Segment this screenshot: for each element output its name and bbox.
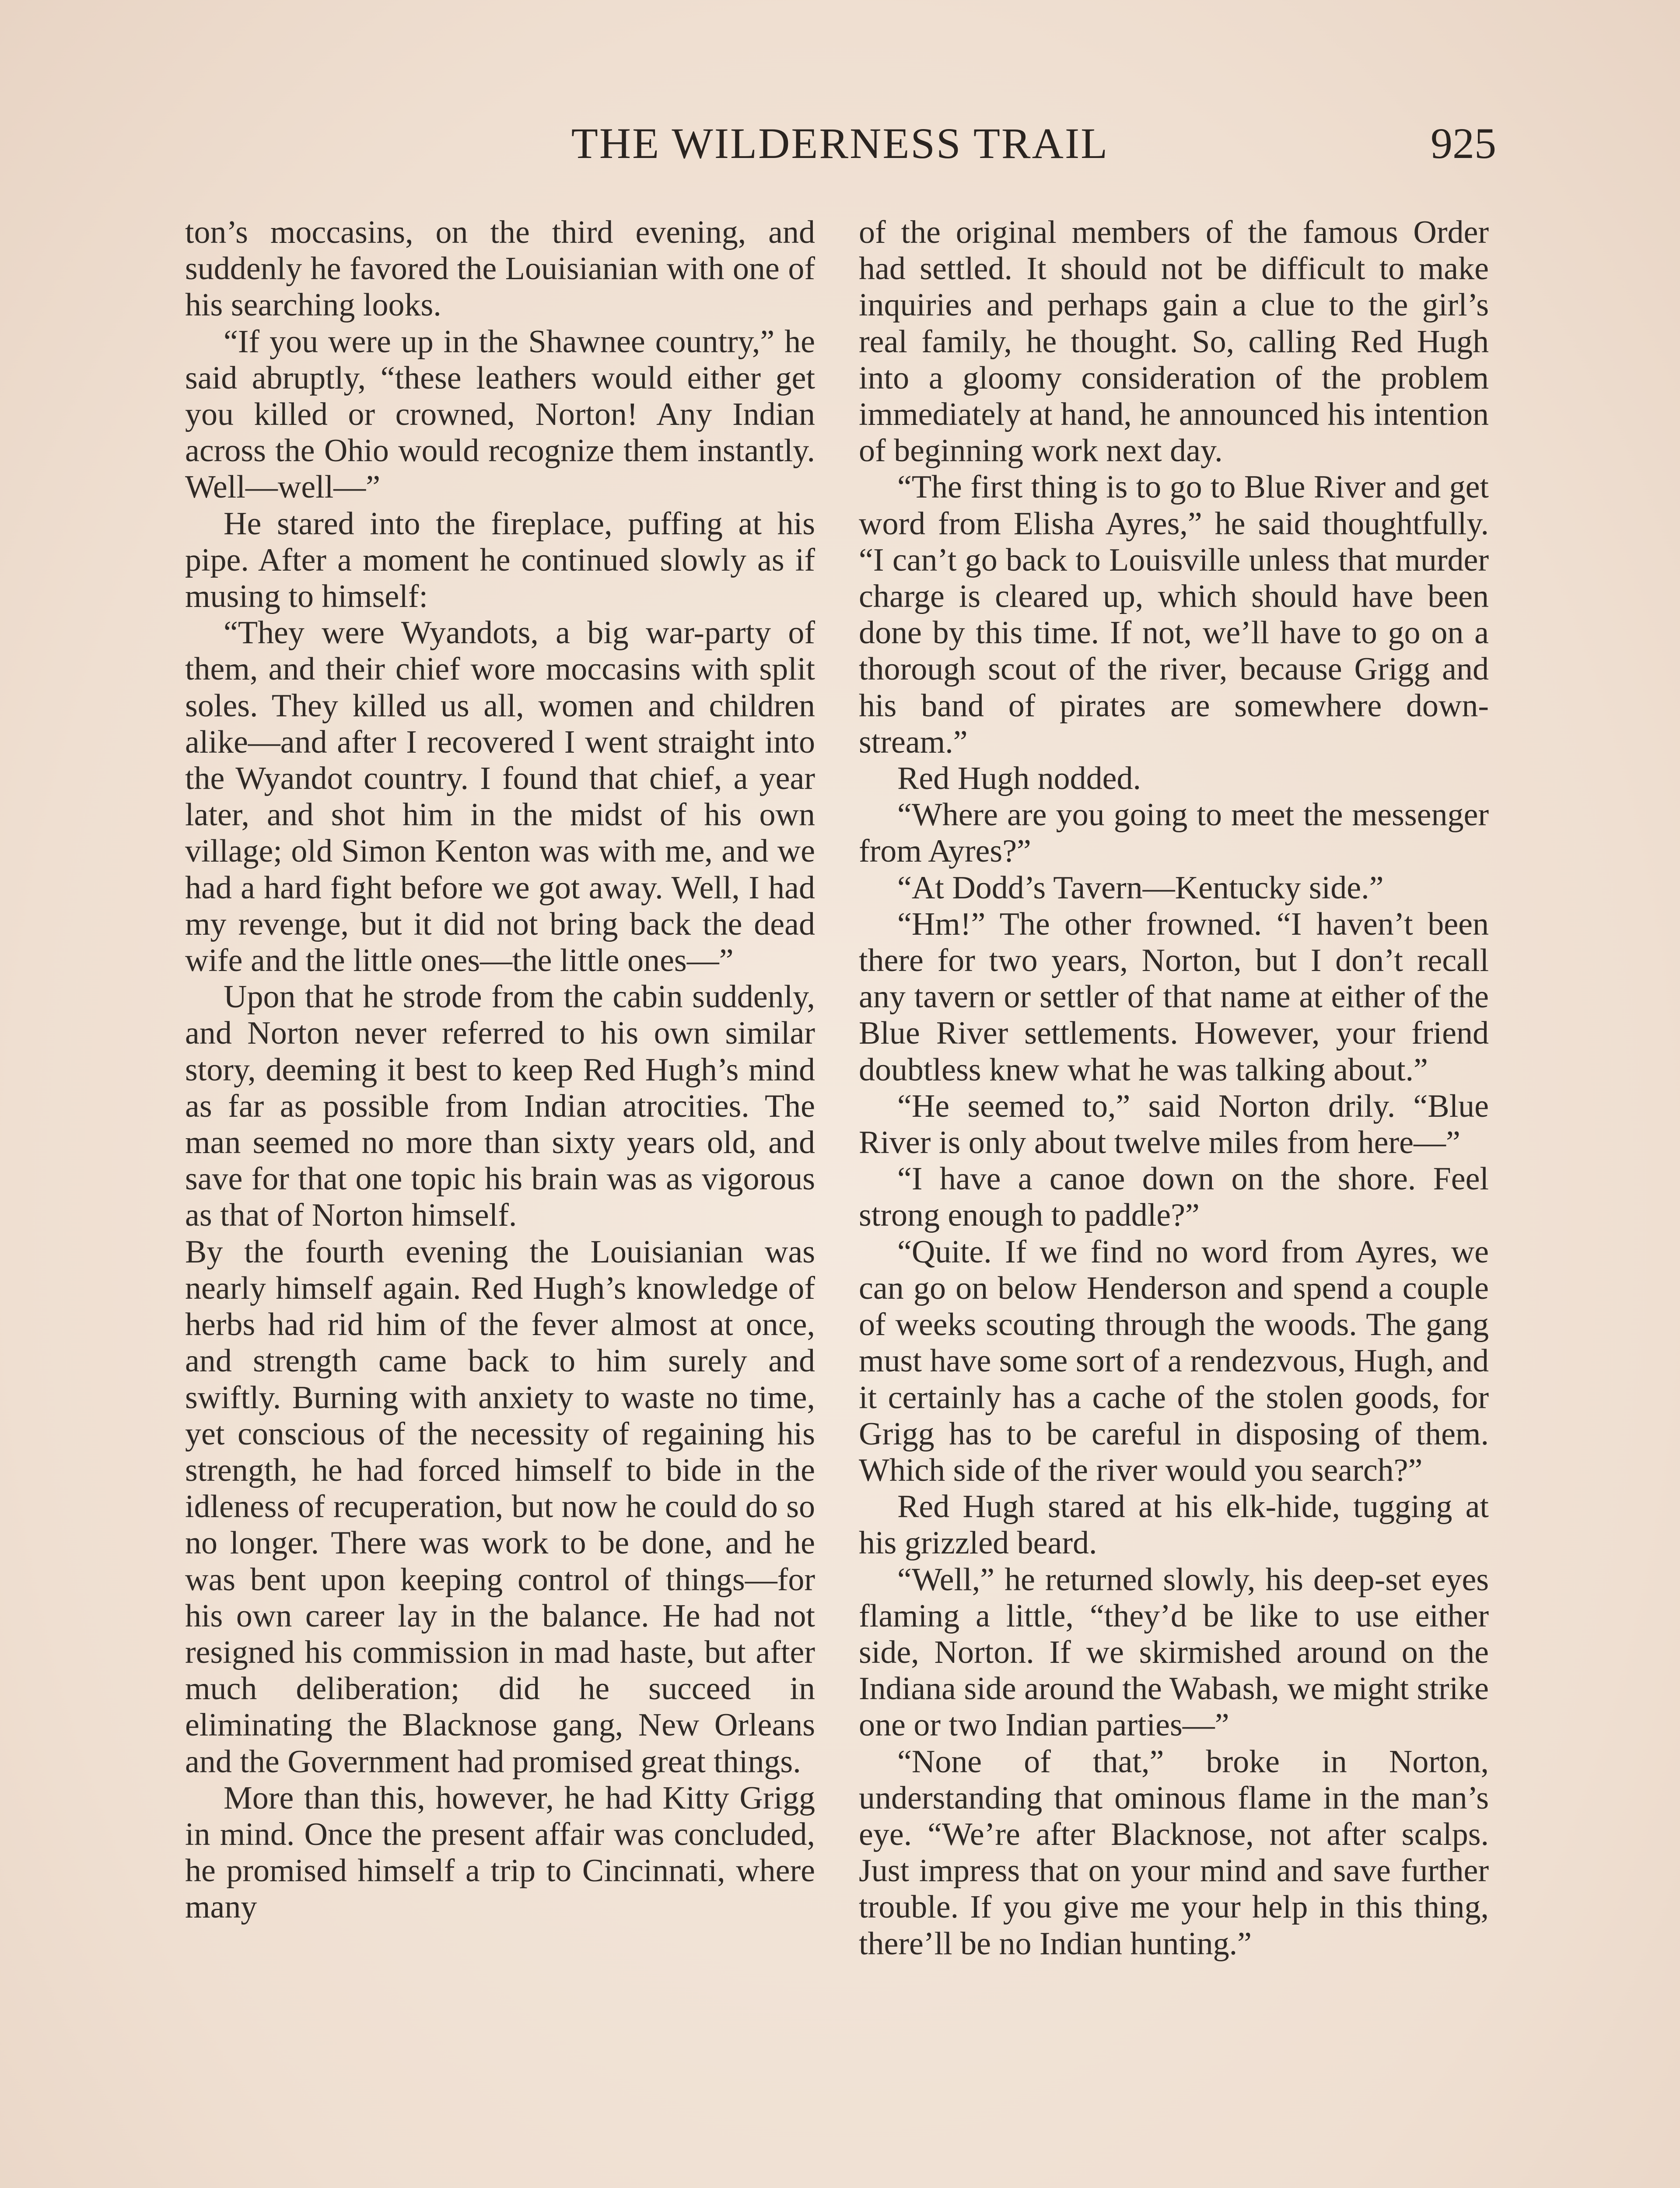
paragraph: “I have a canoe down on the shore. Feel strong enough to paddle?” [859, 1161, 1489, 1234]
paragraph: Upon that he strode from the cabin suddenly, and Norton never referred to his own similar story, deeming it best to keep Red Hugh’s mind as far as possible from Indian atrocities. The man seemed no more than sixty years old, and save for that one topic his brain was as vigorous as that of Norton himself. [185, 979, 815, 1234]
paragraph: “Hm!” The other frowned. “I haven’t been there for two years, Norton, but I don’t recall any tavern or settler of that name at either of the Blue River settlements. However, your friend doubtless knew what he was talking about.” [859, 906, 1489, 1088]
paragraph: He stared into the fireplace, puffing at his pipe. After a moment he continued slowly as if musing to himself: [185, 505, 815, 615]
paragraph: Red Hugh stared at his elk-hide, tugging at his grizzled beard. [859, 1489, 1489, 1561]
paragraph: More than this, however, he had Kitty Grigg in mind. Once the present affair was concluded, he promised himself a trip to Cincinnati, where many [185, 1780, 815, 1925]
page-header [184, 118, 1496, 175]
paragraph: “At Dodd’s Tavern—Kentucky side.” [897, 870, 1384, 906]
paragraph: “If you were up in the Shawnee country,” he said abruptly, “these leathers would either get you killed or crowned, Norton! Any Indian across the Ohio would recognize them instantly. Well—well—” [185, 323, 815, 505]
page-number: 925 [1431, 119, 1496, 168]
paragraph: of the original members of the famous Order had settled. It should not be difficult to make inquiries and perhaps gain a clue to the girl’s real family, he thought. So, calling Red Hugh into a gloomy consideration of the problem immediately at hand, he announced his intention of beginning work next day. [859, 214, 1489, 469]
paragraph: “None of that,” broke in Norton, understanding that ominous flame in the man’s eye. “We’re after Blacknose, not after scalps. Just impress that on your mind and save further trouble. If you give me your help in this thing, there’ll be no Indian hunting.” [859, 1743, 1489, 1962]
paragraph: Red Hugh nodded. [897, 761, 1141, 797]
paragraph: ton’s moccasins, on the third evening, and suddenly he favored the Louisianian with one of his searching looks. [185, 214, 815, 323]
right-text-column [859, 214, 1489, 1962]
paragraph: “The first thing is to go to Blue River and get word from Elisha Ayres,” he said thoughtfully. “I can’t go back to Louisville unless that murder charge is cleared up, which should have been done by this time. If not, we’ll have to go on a thorough scout of the river, because Grigg and his band of pirates are somewhere down-stream.” [859, 469, 1489, 760]
paragraph: “Where are you going to meet the messenger from Ayres?” [859, 797, 1489, 870]
left-text-column [185, 214, 815, 1926]
paragraph: “He seemed to,” said Norton drily. “Blue River is only about twelve miles from here—” [859, 1088, 1489, 1161]
running-title: THE WILDERNESS TRAIL [571, 119, 1109, 168]
paragraph: By the fourth evening the Louisianian was nearly himself again. Red Hugh’s knowledge of herbs had rid him of the fever almost at once, and strength came back to him surely and swiftly. Burning with anxiety to waste no time, yet conscious of the necessity of regaining his strength, he had forced himself to bide in the idleness of recuperation, but now he could do so no longer. There was work to be done, and he was bent upon keeping control of things—for his own career lay in the balance. He had not resigned his commission in mad haste, but after much deliberation; did he succeed in eliminating the Blacknose gang, New Orleans and the Government had promised great things. [185, 1234, 815, 1780]
paragraph: “Well,” he returned slowly, his deep-set eyes flaming a little, “they’d be like to use either side, Norton. If we skirmished around on the Indiana side around the Wabash, we might strike one or two Indian parties—” [859, 1561, 1489, 1743]
paragraph: “Quite. If we find no word from Ayres, we can go on below Henderson and spend a couple of weeks scouting through the woods. The gang must have some sort of a rendezvous, Hugh, and it certainly has a cache of the stolen goods, for Grigg has to be careful in disposing of them. Which side of the river would you search?” [859, 1234, 1489, 1488]
paragraph: “They were Wyandots, a big war-party of them, and their chief wore moccasins with split soles. They killed us all, women and children alike—and after I recovered I went straight into the Wyandot country. I found that chief, a year later, and shot him in the midst of his own village; old Simon Kenton was with me, and we had a hard fight before we got away. Well, I had my revenge, but it did not bring back the dead wife and the little ones—the little ones—” [185, 615, 815, 979]
